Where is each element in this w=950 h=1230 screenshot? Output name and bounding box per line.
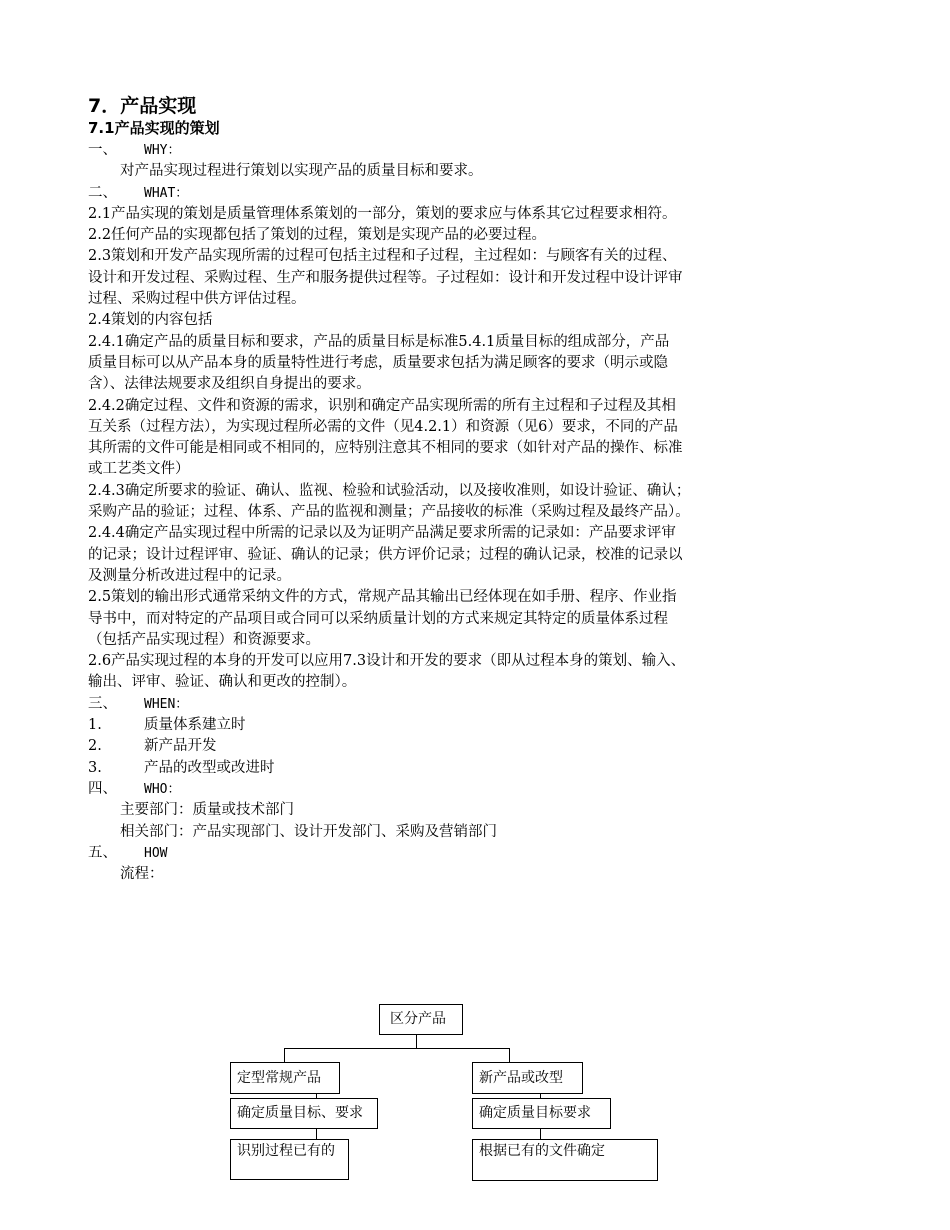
what-line: （包括产品实现过程）和资源要求。 [88,631,320,648]
flow-left-box-2: 确定质量目标、要求 [230,1098,378,1129]
what-line: 设计和开发过程、采购过程、生产和服务提供过程等。子过程如：设计和开发过程中设计评审 [88,269,683,286]
connector [509,1048,510,1062]
what-line: 2.2任何产品的实现都包括了策划的过程，策划是实现产品的必要过程。 [88,227,547,244]
what-line: 及测量分析改进过程中的记录。 [88,567,291,584]
what-line: 2.1产品实现的策划是质量管理体系策划的一部分，策划的要求应与体系其它过程要求相符。 [88,205,677,222]
why-label: 一、 [88,142,117,158]
when-item-text: 质量体系建立时 [144,717,246,734]
what-line: 2.5策划的输出形式通常采纳文件的方式，常规产品其输出已经体现在如手册、程序、作业指 [88,589,677,606]
connector [540,1129,541,1139]
who-label: 四、 [88,780,117,797]
what-line: 的记录；设计过程评审、验证、确认的记录；供方评价记录；过程的确认记录，校准的记录以 [88,546,683,563]
when-item-number: 2. [88,738,102,755]
who-related: 相关部门：产品实现部门、设计开发部门、采购及营销部门 [120,823,497,840]
why-heading [88,140,868,161]
what-line: 2.4.2确定过程、文件和资源的需求，识别和确定产品实现所需的所有主过程和子过程及其相 [88,397,676,414]
what-line: 过程、采购过程中供方评估过程。 [88,291,306,308]
why-text: 对产品实现过程进行策划以实现产品的质量目标和要求。 [120,163,483,180]
what-line: 或工艺类文件） [88,461,190,478]
flow-right-box-2: 确定质量目标要求 [472,1098,611,1129]
when-item-number: 1. [88,717,102,734]
connector [316,1094,317,1098]
flow-left-box-1: 定型常规产品 [230,1062,340,1094]
how-heading [88,843,868,864]
flow-right-box-1: 新产品或改型 [472,1062,583,1094]
connector [416,1035,417,1048]
how-tag: HOW [144,845,168,861]
chapter-title: 7．产品实现 [88,95,197,117]
when-label: 三、 [88,695,117,712]
what-line: 2.6产品实现过程的本身的开发可以应用7.3设计和开发的要求（即从过程本身的策划、输入、 [88,653,686,670]
how-label: 五、 [88,844,117,861]
what-line: 互关系（过程方法），为实现过程所必需的文件（见4.2.1）和资源（见6）要求，不同的产品 [88,418,678,435]
body-text [88,140,868,885]
what-line: 2.4.3确定所要求的验证、确认、监视、检验和试验活动，以及接收准则，如设计验证、确认； [88,482,691,499]
what-line: 导书中，而对特定的产品项目或合同可以采纳质量计划的方式来规定其特定的质量体系过程 [88,610,668,627]
when-item [88,758,868,779]
flow-left-box-3: 识别过程已有的 [230,1139,349,1180]
when-item-text: 新产品开发 [144,738,217,755]
when-item-text: 产品的改型或改进时 [144,759,275,776]
what-heading [88,183,868,204]
section-title: 7.1产品实现的策划 [88,119,220,137]
what-line: 采购产品的验证；过程、体系、产品的监视和测量；产品接收的标准（采购过程及最终产品）。 [88,504,690,521]
who-tag: WHO： [144,781,181,797]
what-line: 输出、评审、验证、确认和更改的控制）。 [88,674,357,691]
what-line: 2.3策划和开发产品实现所需的过程可包括主过程和子过程，主过程如：与顾客有关的过程、 [88,248,677,265]
flow-right-box-3: 根据已有的文件确定 [472,1139,658,1181]
what-line: 2.4.4确定产品实现过程中所需的记录以及为证明产品满足要求所需的记录如：产品要求评审 [88,525,676,542]
connector [284,1048,285,1062]
when-heading [88,694,868,715]
what-line: 含）、法律法规要求及组织自身提出的要求。 [88,376,371,393]
when-item-number: 3. [88,759,102,776]
when-tag: WHEN： [144,696,189,712]
why-tag: WHY： [144,143,181,158]
connector [316,1129,317,1139]
what-line: 2.4.1确定产品的质量目标和要求，产品的质量目标是标准5.4.1质量目标的组成部分，产品 [88,333,670,350]
who-heading [88,779,868,800]
what-line: 其所需的文件可能是相同或不相同的，应特别注意其不相同的要求（如针对产品的操作、标准 [88,440,683,457]
what-label: 二、 [88,184,117,201]
when-item [88,715,868,736]
what-tag: WHAT： [144,185,189,201]
flow-root-box: 区分产品 [379,1004,463,1035]
what-line: 2.4策划的内容包括 [88,312,213,329]
what-line: 质量目标可以从产品本身的质量特性进行考虑，质量要求包括为满足顾客的要求（明示或隐 [88,354,668,371]
flow-label: 流程： [120,866,164,883]
when-item [88,736,868,757]
connector [540,1094,541,1098]
connector [284,1048,510,1049]
who-main: 主要部门：质量或技术部门 [120,802,294,819]
